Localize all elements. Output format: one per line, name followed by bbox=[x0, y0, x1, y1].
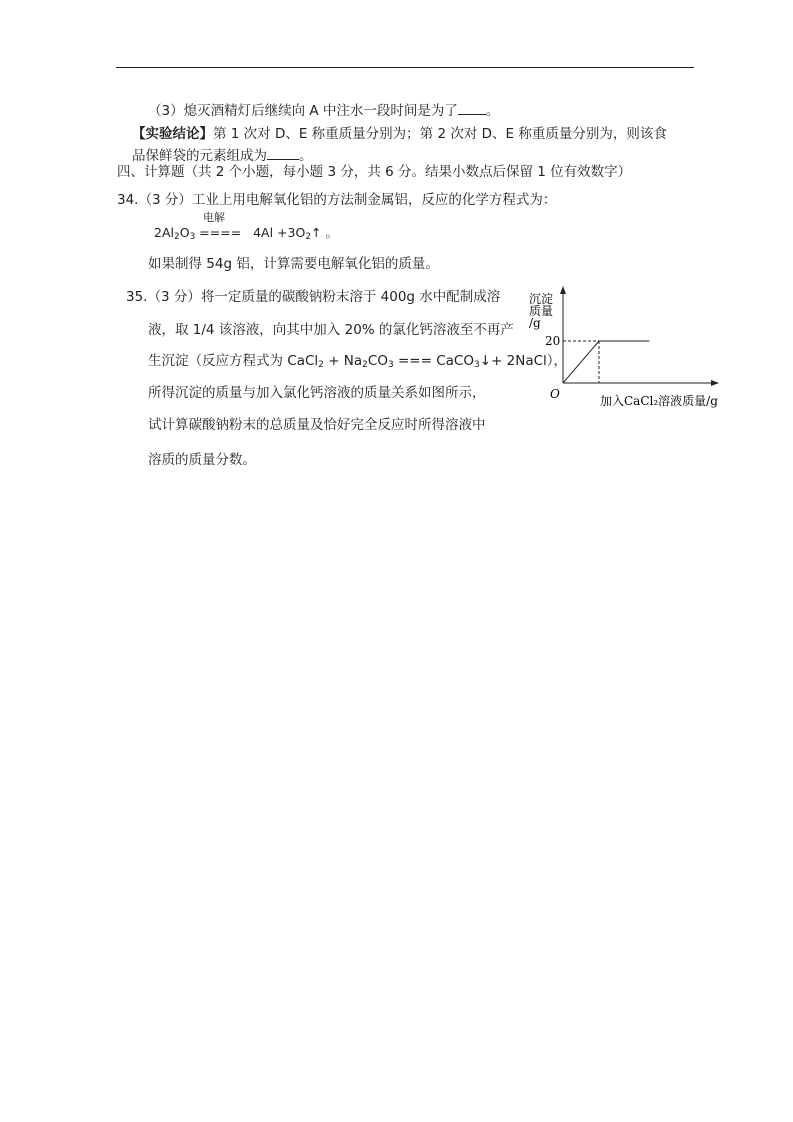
conclusion-text-1: 第 1 次对 D、E 称重质量分别为；第 2 次对 D、E 称重质量分别为，则该食 bbox=[213, 126, 667, 142]
q35-line3-sub4: 3 bbox=[473, 360, 480, 370]
q35-line3-c: CO bbox=[367, 353, 388, 369]
q35-line3-sub3: 3 bbox=[387, 360, 394, 370]
section-4-heading: 四、计算题（共 2 个小题，每小题 3 分，共 6 分。结果小数点后保留 1 位有效数字） bbox=[117, 164, 632, 180]
question-35-line6: 溶质的质量分数。 bbox=[148, 452, 256, 468]
q34-equals-sign: ==== bbox=[199, 225, 242, 240]
y-axis-label-line-1: 沉淀 bbox=[529, 292, 554, 306]
y-tick-label: 20 bbox=[545, 334, 561, 348]
q34-reactant: 2Al bbox=[154, 225, 174, 240]
question-34-ask: 如果制得 54g 铝，计算需要电解氧化铝的质量。 bbox=[148, 256, 439, 272]
q3-suffix: 。 bbox=[485, 103, 500, 119]
experiment-conclusion-line1 bbox=[132, 125, 667, 143]
q35-line3-e: ↓+ 2NaCl）， bbox=[479, 353, 568, 369]
q34-reactant-sub2: 3 bbox=[189, 232, 196, 242]
x-axis-label: 加入CaCl₂溶液质量/g bbox=[600, 394, 718, 408]
q35-line3-sub2: 2 bbox=[362, 360, 368, 370]
q34-products-sub: 2 bbox=[305, 232, 312, 242]
conclusion-suffix: 。 bbox=[299, 148, 313, 164]
q3-answer-blank[interactable] bbox=[458, 100, 486, 115]
question-3 bbox=[148, 100, 499, 120]
q34-reactant-sub1: 2 bbox=[173, 232, 180, 242]
y-axis-label-line-3: /g bbox=[529, 316, 541, 330]
q35-line3-b: + Na bbox=[323, 353, 363, 369]
q35-line3-d: === CaCO bbox=[393, 353, 474, 369]
header-rule bbox=[116, 67, 694, 68]
question-35-line3 bbox=[148, 352, 567, 370]
origin-label: O bbox=[550, 387, 560, 401]
question-35-line2: 液，取 1/4 该溶液，向其中加入 20% 的氯化钙溶液至不再产 bbox=[148, 322, 514, 338]
y-axis-arrow-icon bbox=[560, 286, 566, 294]
y-axis-label-line-2: 质量 bbox=[529, 304, 554, 318]
chart-marks bbox=[545, 334, 649, 383]
q3-text: （3）熄灭酒精灯后继续向 A 中注水一段时间是为了 bbox=[148, 103, 458, 119]
q34-reaction-condition: 电解 bbox=[203, 211, 225, 224]
question-35-line1: 35.（3 分）将一定质量的碳酸钠粉末溶于 400g 水中配制成溶 bbox=[126, 289, 501, 305]
q34-reactant-o: O bbox=[179, 225, 190, 240]
conclusion-text-2: 品保鲜袋的元素组成为 bbox=[132, 148, 267, 164]
conclusion-tag: 【实验结论】 bbox=[132, 126, 213, 142]
q34-equation bbox=[154, 224, 338, 242]
precipitate-mass-chart bbox=[520, 280, 750, 415]
q35-line3-a: 生沉淀（反应方程式为 CaCl bbox=[148, 353, 319, 369]
question-35-line5: 试计算碳酸钠粉末的总质量及恰好完全反应时所得溶液中 bbox=[148, 417, 486, 433]
question-34-stem: 34.（3 分）工业上用电解氧化铝的方法制金属铝，反应的化学方程式为： bbox=[117, 192, 557, 208]
conclusion-answer-blank[interactable] bbox=[267, 145, 299, 160]
series-line bbox=[563, 341, 649, 383]
q34-products-end: ↑ 。 bbox=[311, 225, 339, 240]
question-35-line4: 所得沉淀的质量与加入氯化钙溶液的质量关系如图所示， bbox=[148, 385, 486, 401]
q34-products: 4Al +3O bbox=[253, 225, 306, 240]
x-axis-arrow-icon bbox=[711, 380, 719, 386]
q35-line3-sub1: 2 bbox=[318, 360, 324, 370]
experiment-conclusion-line2 bbox=[132, 145, 313, 165]
